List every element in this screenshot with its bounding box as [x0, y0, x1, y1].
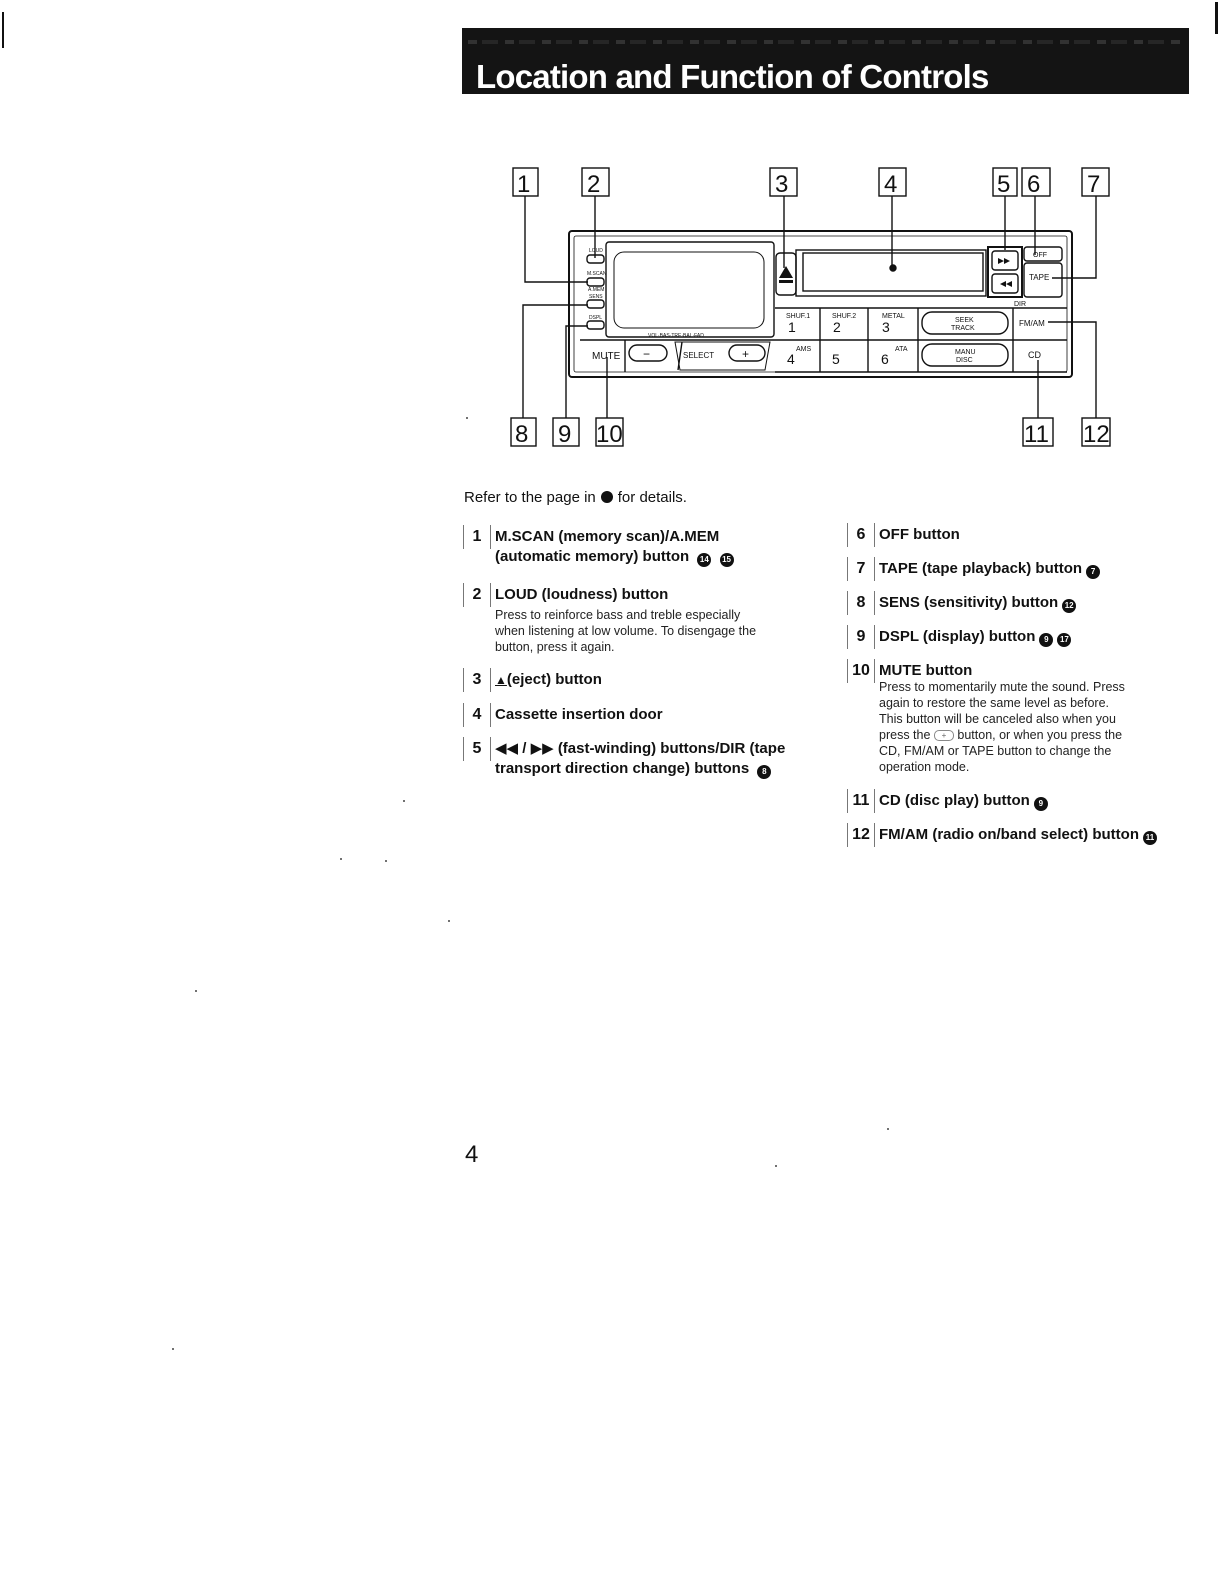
- scan-speck: [448, 920, 450, 922]
- label-ams: AMS: [796, 346, 812, 353]
- item-heading: OFF button: [879, 526, 960, 543]
- label-loud: LOUD: [589, 248, 603, 254]
- item-3: [463, 668, 823, 694]
- page-badge: 11: [1143, 831, 1157, 845]
- scan-speck: [340, 858, 342, 860]
- scan-speck: [403, 800, 405, 802]
- item-7: [847, 557, 1197, 583]
- label-dspl: DSPL: [589, 315, 603, 321]
- page-badge: 8: [757, 765, 771, 779]
- right-edge-mark: [1215, 2, 1218, 34]
- item-8: [847, 591, 1197, 617]
- description-line: press the: [879, 728, 931, 742]
- item-number: 12: [847, 823, 875, 847]
- callout-5: 5: [997, 171, 1011, 198]
- label-shuf1: SHUF.1: [786, 313, 811, 320]
- callout-12: 12: [1083, 421, 1110, 448]
- intro-after: for details.: [617, 489, 687, 506]
- label-mute: MUTE: [592, 351, 621, 362]
- description-line: operation mode.: [879, 760, 970, 774]
- item-9: [847, 625, 1197, 651]
- item-2: [463, 583, 823, 659]
- scan-speck: [195, 990, 197, 992]
- label-n4: 4: [787, 351, 795, 367]
- label-n6: 6: [881, 351, 889, 367]
- description-line: CD, FM/AM or TAPE button to change the: [879, 744, 1112, 758]
- item-number: 3: [463, 668, 491, 692]
- page-reference-dot-icon: [601, 491, 613, 503]
- label-n5: 5: [832, 351, 840, 367]
- description-line: button, press it again.: [495, 640, 615, 654]
- item-11: [847, 789, 1197, 815]
- page-badge: 7: [1086, 565, 1100, 579]
- scan-speck: [385, 860, 387, 862]
- item-number: 11: [847, 789, 875, 813]
- label-seek: SEEK: [955, 317, 974, 324]
- item-number: 10: [847, 659, 875, 683]
- heading-line: (eject) button: [506, 671, 602, 688]
- label-off: OFF: [1033, 252, 1047, 259]
- callout-3: 3: [775, 171, 789, 198]
- title-bar-texture: [468, 40, 1183, 44]
- page-badge: 12: [1062, 599, 1076, 613]
- item-heading: [495, 739, 785, 779]
- intro-before: Refer to the page in: [464, 489, 596, 506]
- scan-speck: [172, 1348, 174, 1350]
- page-badge: 9: [1034, 797, 1048, 811]
- label-metal: METAL: [882, 313, 905, 320]
- item-number: 9: [847, 625, 875, 649]
- heading-line: (automatic memory) button: [495, 548, 690, 565]
- heading-line: FM/AM (radio on/band select) button: [879, 826, 1139, 843]
- description-line: Press to momentarily mute the sound. Press: [879, 680, 1125, 694]
- item-12: [847, 823, 1207, 849]
- callout-4: 4: [884, 171, 898, 198]
- item-number: 1: [463, 525, 491, 549]
- description-line: again to restore the same level as before.: [879, 696, 1109, 710]
- item-5: [463, 737, 823, 785]
- label-cd: CD: [1028, 350, 1041, 360]
- label-n1: 1: [788, 319, 796, 335]
- label-dir: DIR: [1014, 301, 1027, 308]
- left-edge-mark: [2, 12, 4, 48]
- page-badge: 15: [720, 553, 734, 567]
- callout-10: 10: [596, 421, 623, 448]
- label-fmam: FM/AM: [1019, 319, 1045, 328]
- scan-speck: [887, 1128, 889, 1130]
- item-heading: LOUD (loudness) button: [495, 586, 669, 603]
- scan-speck: [775, 1165, 777, 1167]
- callout-7: 7: [1087, 171, 1101, 198]
- intro-line: [464, 489, 687, 506]
- description-line: when listening at low volume. To disengage the: [495, 624, 757, 638]
- heading-line: TAPE (tape playback) button: [879, 560, 1083, 577]
- label-shuf2: SHUF.2: [832, 313, 857, 320]
- label-tape: TAPE: [1029, 273, 1050, 282]
- callout-11: 11: [1024, 421, 1049, 448]
- item-number: 7: [847, 557, 875, 581]
- heading-line: M.SCAN (memory scan)/A.MEM: [495, 528, 720, 545]
- scan-speck: [466, 417, 468, 419]
- label-sens: SENS: [589, 294, 603, 300]
- label-mscan: M.SCAN: [587, 271, 607, 277]
- label-n3: 3: [882, 319, 890, 335]
- label-ata: ATA: [895, 346, 908, 353]
- item-heading: [879, 825, 1157, 845]
- label-plus: +: [742, 347, 750, 361]
- label-amem: A.MEM: [588, 287, 605, 293]
- item-4: [463, 703, 823, 729]
- callout-6: 6: [1027, 171, 1041, 198]
- heading-line: CD (disc play) button: [879, 792, 1030, 809]
- label-track: TRACK: [951, 325, 975, 332]
- item-description: [495, 607, 756, 655]
- page-badge: 14: [697, 553, 711, 567]
- title-bar: [462, 28, 1189, 94]
- description-line: button, or when you press the: [957, 728, 1123, 742]
- label-select: SELECT: [683, 351, 715, 360]
- page-title: Location and Function of Controls: [476, 58, 989, 94]
- label-disc: DISC: [956, 357, 973, 364]
- label-minus: −: [643, 347, 651, 361]
- label-vol-bar: VOL·BAS·TRE·BAL·FAD: [648, 333, 704, 339]
- heading-line: SENS (sensitivity) button: [879, 594, 1059, 611]
- eject-icon: ▲: [495, 673, 507, 687]
- description-line: Press to reinforce bass and treble especially: [495, 608, 741, 622]
- item-heading: [879, 627, 1071, 647]
- item-number: 2: [463, 583, 491, 607]
- label-n2: 2: [833, 319, 841, 335]
- plus-button-icon: +: [934, 730, 954, 741]
- item-heading: [879, 791, 1048, 811]
- callout-9: 9: [558, 421, 572, 448]
- item-heading: [495, 670, 602, 690]
- item-10: [847, 659, 1197, 783]
- item-heading: [495, 527, 734, 567]
- item-1: [463, 525, 823, 573]
- callout-2: 2: [587, 171, 601, 198]
- car-stereo-diagram: [500, 160, 1125, 455]
- label-manu: MANU: [955, 349, 976, 356]
- item-heading: [879, 559, 1100, 579]
- item-heading: Cassette insertion door: [495, 706, 663, 723]
- item-number: 8: [847, 591, 875, 615]
- heading-line: ◀◀ / ▶▶ (fast-winding) buttons/DIR (tape: [495, 740, 786, 757]
- callout-1: 1: [517, 171, 531, 198]
- item-number: 6: [847, 523, 875, 547]
- heading-line: DSPL (display) button: [879, 628, 1036, 645]
- item-6: [847, 523, 1197, 549]
- item-heading: [879, 593, 1076, 613]
- heading-line: transport direction change) buttons: [495, 760, 750, 777]
- page-badge: 9: [1039, 633, 1053, 647]
- item-number: 4: [463, 703, 491, 727]
- item-number: 5: [463, 737, 491, 761]
- callout-8: 8: [515, 421, 529, 448]
- page-badge: 17: [1057, 633, 1071, 647]
- item-description: [879, 679, 1125, 775]
- item-heading: MUTE button: [879, 662, 973, 679]
- page-number: 4: [465, 1141, 479, 1168]
- description-line: This button will be canceled also when you: [879, 712, 1116, 726]
